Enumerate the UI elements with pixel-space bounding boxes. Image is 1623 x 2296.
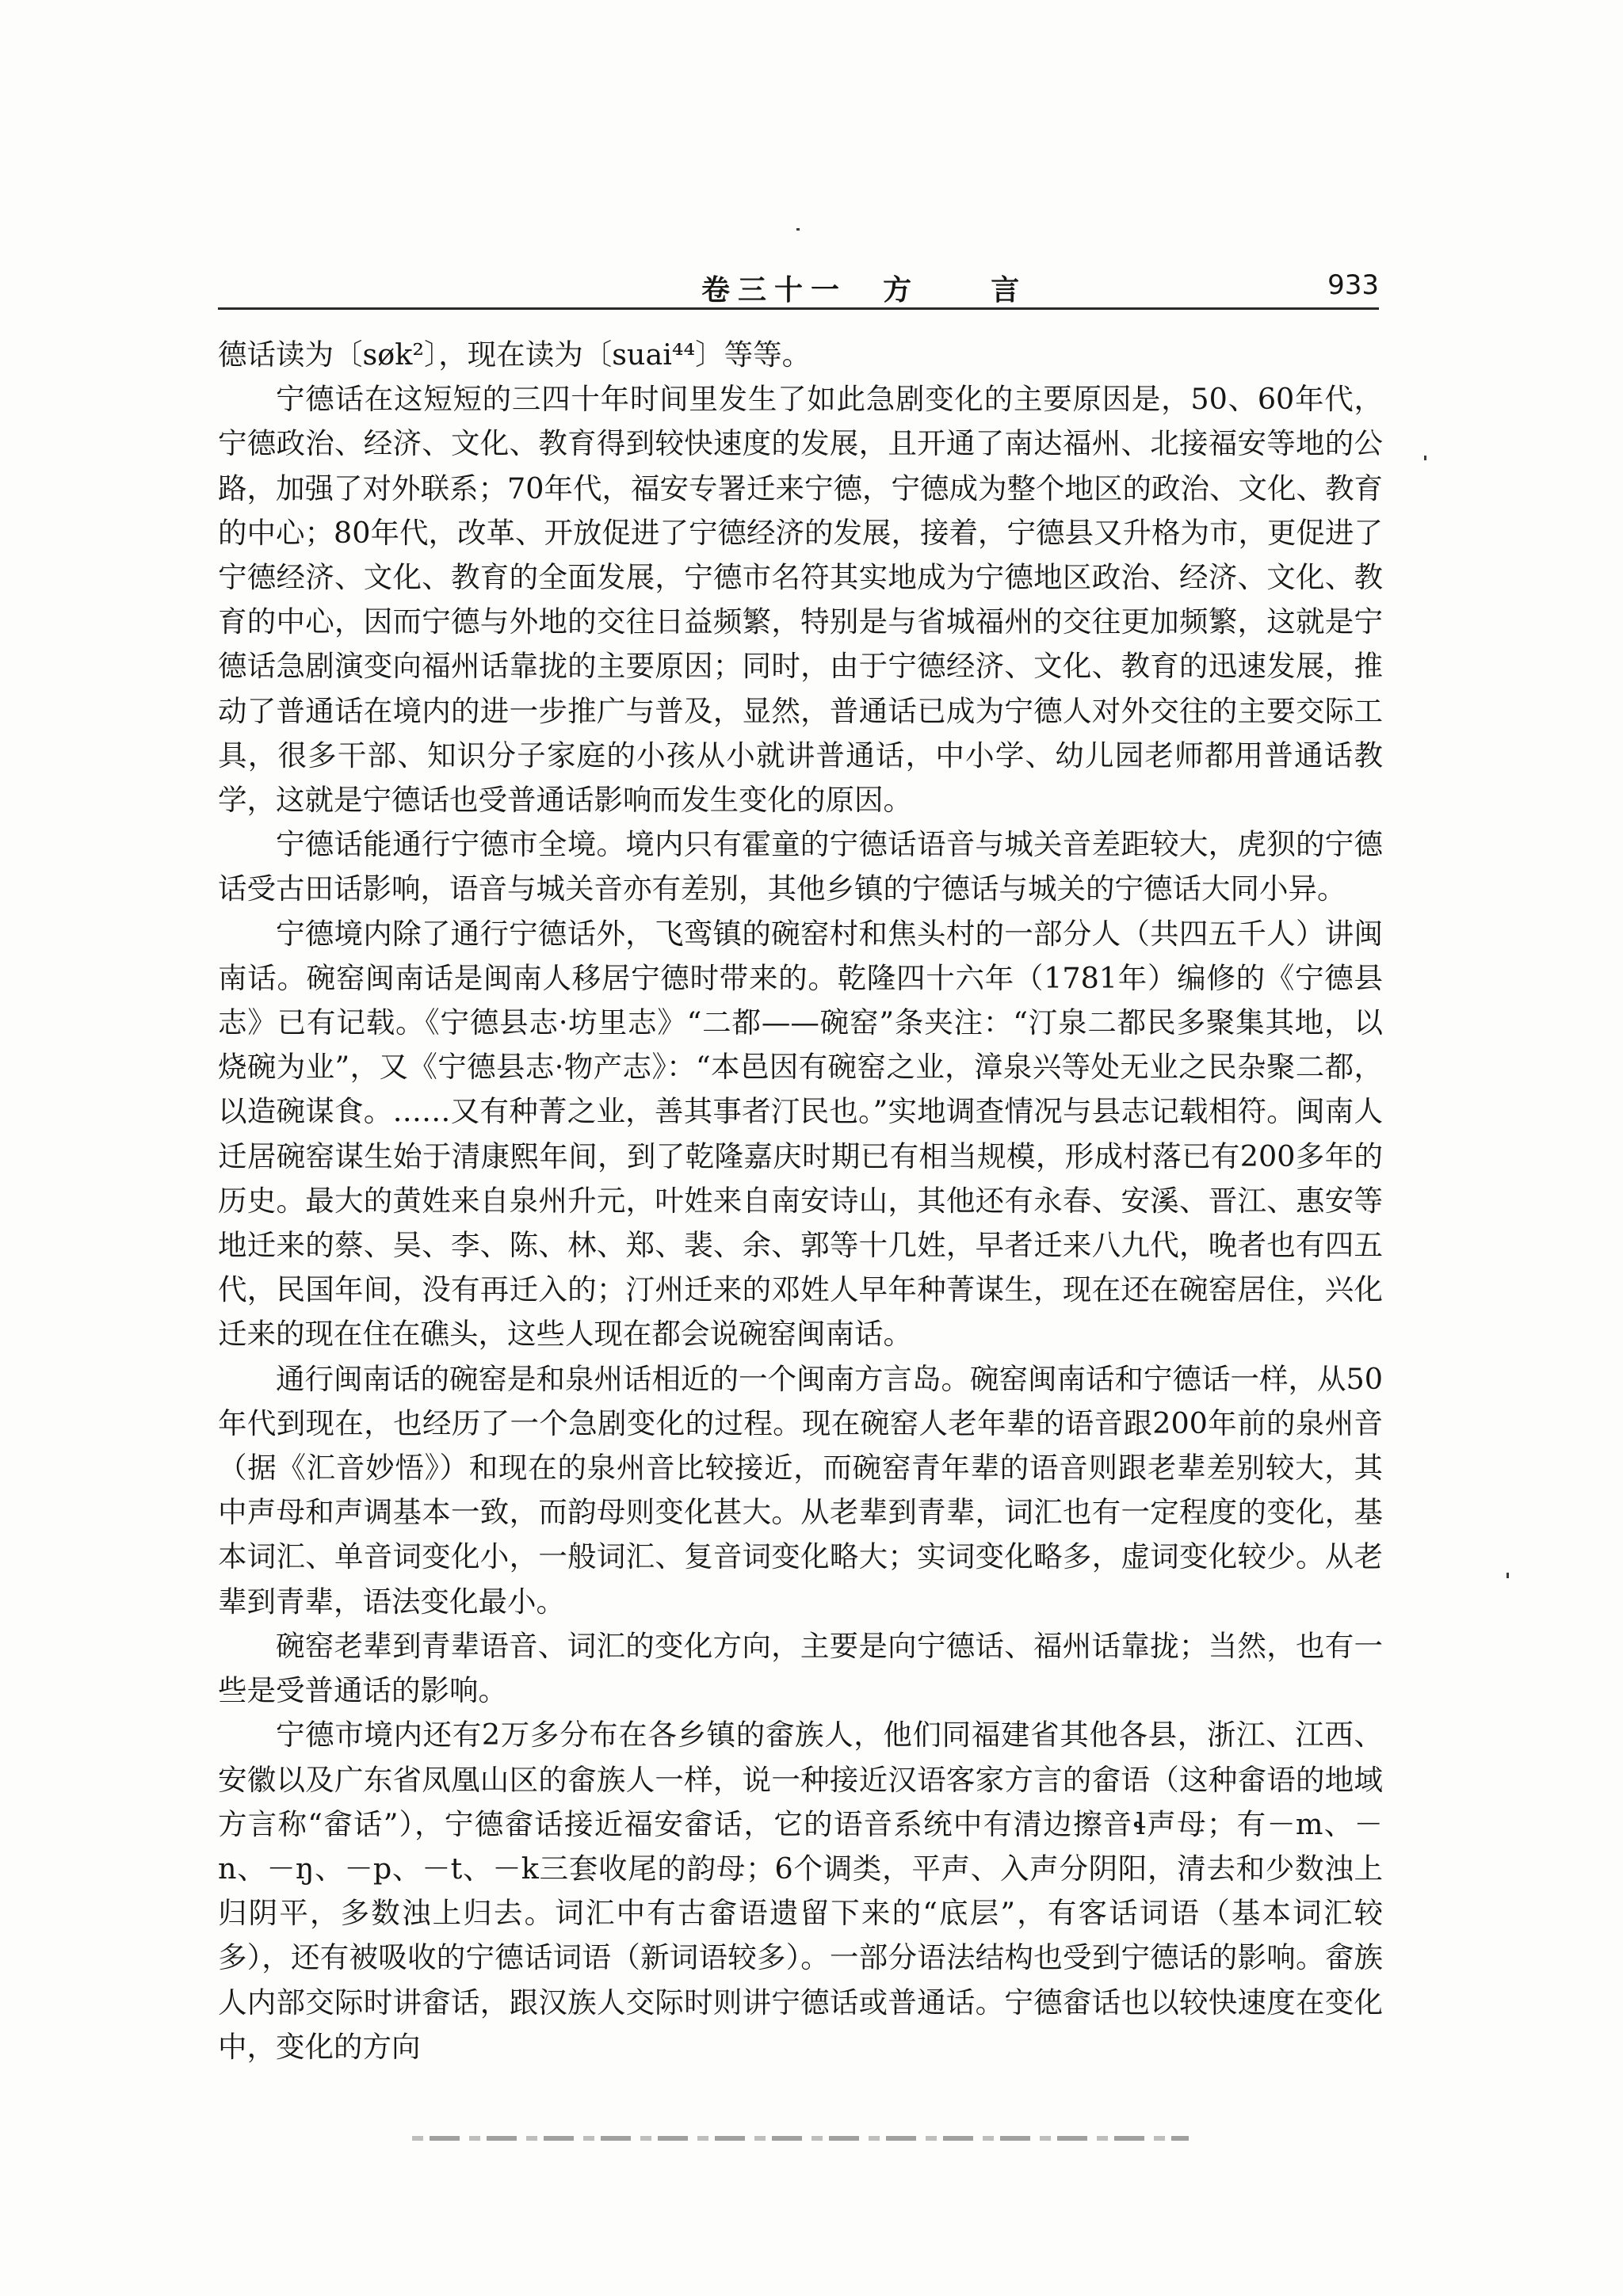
paragraph-continued: 德话读为〔søk²〕，现在读为〔suai⁴⁴〕等等。 — [218, 338, 812, 372]
paragraph: 宁德话在这短短的三四十年时间里发生了如此急剧变化的主要原因是，50、60年代，宁德政治、经济、文化、教育得到较快速度的发展，且开通了南达福州、北接福安等地的公路，加强了对外联系；70年代，福安专署迁来宁德，宁德成为整个地区的政治、文化、教育的中心；80年代，改革、开放促进了宁德经济的发展，接着，宁德县又升格为市，更促进了宁德经济、文化、教育的全面发展，宁德市名符其实地成为宁德地区政治、经济、文化、教育的中心，因而宁德与外地的交往日益频繁，特别是与省城福州的交往更加频繁，这就是宁德话急剧演变向福州话靠拢的主要原因；同时，由于宁德经济、文化、教育的迅速发展，推动了普通话在境内的进一步推广与普及，显然，普通话已成为宁德人对外交往的主要交际工具，很多干部、知识分子家庭的小孩从小就讲普通话，中小学、幼儿园老师都用普通话教学，这就是宁德话也受普通话影响而发生变化的原因。 — [218, 382, 1383, 818]
page-number: 933 — [1327, 269, 1379, 301]
scan-artifact-line — [412, 2136, 1189, 2141]
paragraph: 通行闽南话的碗窑是和泉州话相近的一个闽南方言岛。碗窑闽南话和宁德话一样，从50年代到现在，也经历了一个急剧变化的过程。现在碗窑人老年辈的语音跟200年前的泉州音（据《汇音妙悟》）和现在的泉州音比较接近，而碗窑青年辈的语音则跟老辈差别较大，其中声母和声调基本一致，而韵母则变化甚大。从老辈到青辈，词汇也有一定程度的变化，基本词汇、单音词变化小，一般词汇、复音词变化略大；实词变化略多，虚词变化较少。从老辈到青辈，语法变化最小。 — [218, 1361, 1383, 1619]
running-title: 卷三十一 方 言 — [701, 273, 1028, 307]
paragraph: 宁德市境内还有2万多分布在各乡镇的畲族人，他们同福建省其他各县，浙江、江西、安徽以及广东省凤凰山区的畲族人一样，说一种接近汉语客家方言的畲语（这种畲语的地域方言称“畲话”），宁德畲话接近福安畲话，它的语音系统中有清边擦音ɬ声母；有－m、－n、－ŋ、－p、－t、－k三套收尾的韵母；6个调类，平声、入声分阴阳，清去和少数浊上归阴平，多数浊上归去。词汇中有古畲语遗留下来的“底层”，有客话词语（基本词汇较多），还有被吸收的宁德话词语（新词语较多）。一部分语法结构也受到宁德话的影响。畲族人内部交际时讲畲话，跟汉族人交际时则讲宁德话或普通话。宁德畲话也以较快速度在变化中，变化的方向 — [218, 1718, 1383, 2064]
paragraph: 碗窑老辈到青辈语音、词汇的变化方向，主要是向宁德话、福州话靠拢；当然，也有一些是受普通话的影响。 — [218, 1628, 1383, 1708]
paragraph: 宁德话能通行宁德市全境。境内只有霍童的宁德话语音与城关音差距较大，虎狈的宁德话受古田话影响，语音与城关音亦有差别，其他乡镇的宁德话与城关的宁德话大同小异。 — [218, 827, 1383, 906]
paragraph: 宁德境内除了通行宁德话外，飞鸾镇的碗窑村和焦头村的一部分人（共四五千人）讲闽南话。碗窑闽南话是闽南人移居宁德时带来的。乾隆四十六年（1781年）编修的《宁德县志》已有记载。《宁德县志·坊里志》“二都——碗窑”条夹注：“汀泉二都民多聚集其地，以烧碗为业”，又《宁德县志·物产志》：“本邑因有碗窑之业，漳泉兴等处无业之民杂聚二都，以造碗谋食。……又有种菁之业，善其事者汀民也。”实地调查情况与县志记载相符。闽南人迁居碗窑谋生始于清康熙年间，到了乾隆嘉庆时期已有相当规模，形成村落已有200多年的历史。最大的黄姓来自泉州升元，叶姓来自南安诗山，其他还有永春、安溪、晋江、惠安等地迁来的蔡、吴、李、陈、林、郑、裴、余、郭等十几姓，早者迁来八九代，晚者也有四五代，民国年间，没有再迁入的；汀州迁来的邓姓人早年种菁谋生，现在还在碗窑居住，兴化迁来的现在住在礁头，这些人现在都会说碗窑闽南话。 — [218, 916, 1383, 1352]
scan-speck — [1424, 456, 1426, 460]
scan-speck — [796, 228, 800, 231]
body-text — [218, 333, 1383, 2069]
scan-speck — [1507, 1573, 1509, 1578]
page-header — [218, 252, 1379, 310]
